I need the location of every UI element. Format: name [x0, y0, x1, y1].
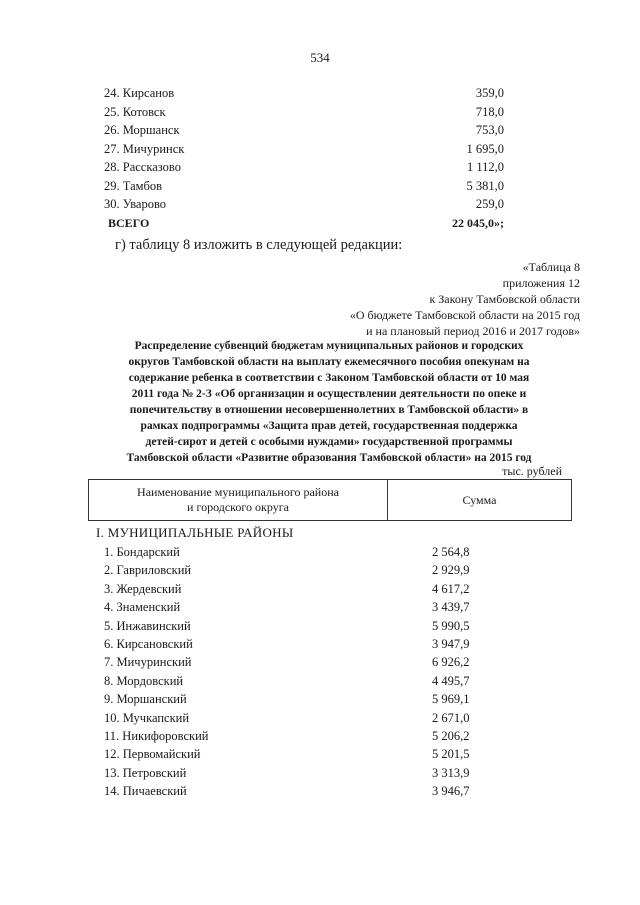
- instruction-text: г) таблицу 8 изложить в следующей редакции:: [115, 237, 403, 253]
- column-header-sum: Сумма: [462, 492, 497, 507]
- row-name: 3. Жердевский: [104, 581, 182, 596]
- row-value: 3 947,9: [432, 636, 470, 651]
- table-row: [104, 782, 496, 800]
- title-line: рамках подпрограммы «Защита прав детей, государственная поддержка: [140, 420, 518, 432]
- row-name: 12. Первомайский: [104, 747, 201, 762]
- row-name: 27. Мичуринск: [104, 141, 185, 156]
- list-item: [104, 177, 504, 196]
- table-row: [104, 764, 496, 782]
- top-rows-list: [104, 84, 504, 232]
- title-line: округов Тамбовской области на выплату ежемесячного пособия опекунам на: [128, 356, 530, 368]
- table-row: [104, 561, 496, 579]
- row-name: 24. Кирсанов: [104, 86, 175, 100]
- row-value: 3 439,7: [432, 600, 470, 615]
- appendix-line: к Закону Тамбовской области: [429, 292, 580, 306]
- row-name: 7. Мичуринский: [104, 655, 192, 670]
- column-header-line: и городского округа: [187, 500, 289, 514]
- document-title: [90, 338, 568, 466]
- appendix-line: и на плановый период 2016 и 2017 годов»: [366, 324, 580, 338]
- row-value: 3 946,7: [432, 784, 470, 799]
- row-value: 359,0: [475, 86, 504, 100]
- appendix-line: «Таблица 8: [522, 260, 580, 274]
- title-line: детей-сирот и детей с особыми нуждами» государственной программы: [145, 436, 513, 448]
- table-row: [104, 543, 496, 561]
- appendix-line: «О бюджете Тамбовской области на 2015 год: [349, 308, 580, 322]
- row-value: 2 671,0: [432, 710, 470, 725]
- row-value: 259,0: [475, 197, 504, 211]
- table-row: [104, 727, 496, 745]
- row-name: 9. Моршанский: [104, 692, 187, 707]
- list-item: [104, 121, 504, 140]
- page-number: 534: [310, 50, 330, 65]
- table-row: [104, 635, 496, 653]
- title-line: 2011 года № 2-З «Об организации и осуществлении деятельности по опеке и: [131, 388, 527, 400]
- row-name: 30. Уварово: [104, 197, 167, 211]
- list-item: [104, 103, 504, 122]
- row-value: 2 564,8: [432, 545, 470, 559]
- list-item: [104, 195, 504, 214]
- section-title: I. МУНИЦИПАЛЬНЫЕ РАЙОНЫ: [96, 525, 294, 540]
- table-row: [104, 617, 496, 635]
- table-row: [104, 745, 496, 763]
- table-row: [104, 598, 496, 616]
- table-row: [104, 709, 496, 727]
- appendix-line: приложения 12: [502, 276, 580, 290]
- title-line: Тамбовской области «Развитие образования Тамбовской области» на 2015 год: [126, 452, 532, 464]
- row-value: 753,0: [475, 123, 504, 137]
- row-value: 2 929,9: [432, 563, 470, 578]
- row-name: 14. Пичаевский: [104, 784, 187, 799]
- row-value: 5 201,5: [432, 747, 470, 762]
- row-name: 26. Моршанск: [104, 123, 180, 137]
- row-name: 5. Инжавинский: [104, 618, 191, 633]
- row-value: 4 617,2: [432, 581, 470, 596]
- unit-label: тыс. рублей: [502, 464, 562, 478]
- row-value: 4 495,7: [432, 673, 470, 688]
- table-row: [104, 690, 496, 708]
- districts-list: [104, 543, 496, 800]
- column-header-line: Наименование муниципального района: [137, 485, 339, 499]
- row-name: 11. Никифоровский: [104, 728, 209, 743]
- list-item: [104, 84, 504, 103]
- list-item: [104, 140, 504, 159]
- row-name: 6. Кирсановский: [104, 636, 193, 651]
- row-name: 28. Рассказово: [104, 160, 181, 174]
- title-line: Распределение субвенций бюджетам муниципальных районов и городских: [134, 340, 524, 352]
- column-header-name: [89, 480, 388, 520]
- row-value: 5 969,1: [432, 692, 470, 707]
- row-value: 5 206,2: [432, 728, 470, 743]
- row-value: 3 313,9: [432, 765, 470, 780]
- row-value: 1 112,0: [466, 160, 504, 174]
- table-row: [104, 653, 496, 671]
- appendix-reference: [350, 259, 580, 339]
- row-name: 2. Гавриловский: [104, 563, 192, 578]
- table-row: [104, 672, 496, 690]
- title-line: попечительству в отношении несовершеннолетних в Тамбовской области» в: [129, 404, 529, 416]
- table-row: [104, 580, 496, 598]
- title-line: содержание ребенка в соответствии с Законом Тамбовской области от 10 мая: [128, 372, 530, 384]
- row-value: 6 926,2: [432, 655, 470, 670]
- row-value: 5 990,5: [432, 618, 470, 633]
- total-value: 22 045,0»;: [452, 215, 504, 230]
- row-value: 5 381,0: [466, 178, 504, 193]
- row-name: 25. Котовск: [104, 104, 166, 119]
- row-name: 10. Мучкапский: [104, 710, 190, 725]
- list-item: [104, 158, 504, 177]
- row-name: 13. Петровский: [104, 765, 187, 780]
- row-name: 1. Бондарский: [104, 545, 180, 559]
- row-value: 1 695,0: [466, 141, 504, 156]
- total-label: ВСЕГО: [108, 215, 150, 230]
- row-value: 718,0: [475, 104, 504, 119]
- total-row: [104, 214, 504, 233]
- row-name: 4. Знаменский: [104, 600, 181, 615]
- table-header: [88, 479, 572, 521]
- row-name: 8. Мордовский: [104, 673, 184, 688]
- row-name: 29. Тамбов: [104, 178, 163, 193]
